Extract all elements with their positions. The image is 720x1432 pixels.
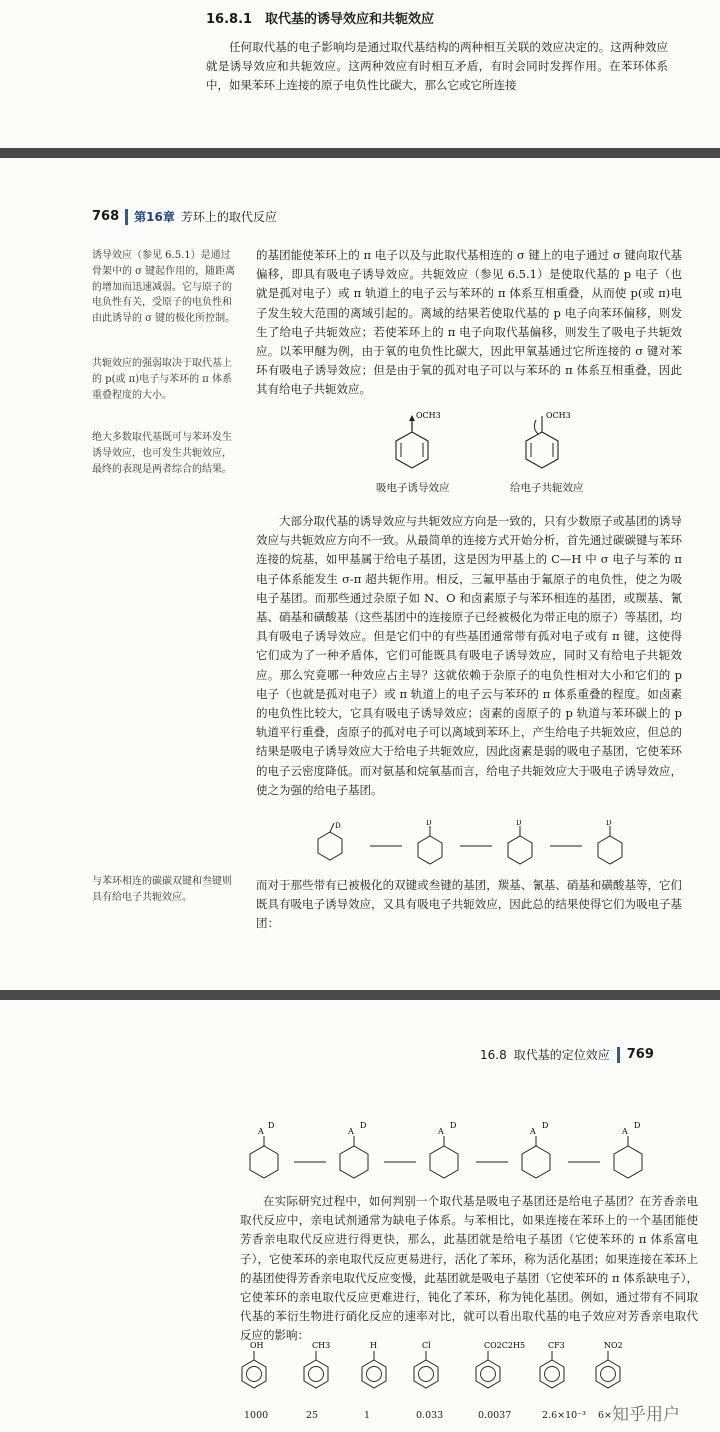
benzene-structure [540, 1341, 565, 1388]
paragraph: 大部分取代基的诱导效应与共轭效应方向是一致的，只有少数原子或基团的诱导效应与共轭效应方向不一致。从最简单的连接方式开始分析，首先通过碳碳键与苯环连接的烷基，如甲基属于给电子基团，这是因为甲基上的 C—H 中 σ 电子与苯的 π 电子体系能发生 σ-π 超共轭作用。相反，三氟甲基由于氟原子的电负性，使之为吸电子基团。而那些通过杂原子如 N、O 和卤素原子与苯环相连的基团，或羰基、氰基、硝基和磺酸基（这些基团中的连接原子已经被极化为带正电的原子）等基团，均具有吸电子诱导效应。但是它们中的有些基团通常带有孤对电子或有 π 键，这使得它们成为了一种矛盾体，它们可能既具有吸电子诱导效应，同时又有给电子共轭效应。那么究竟哪一种效应占主导？这就依赖于杂原子的电负性相对大小和它们的 p 电子（也就是孤对电子）或 π 轨道上的电子云与苯环的 π 体系重叠的程度。如卤素的电负性比较大，它具有吸电子诱导效应；卤素的卤原子的 p 轨道与苯环碳上的 p 轨道平行重叠，卤原子的孤对电子可以离域到苯环上，产生给电子共轭效应，但总的结果是吸电子诱导效应大于给电子共轭效应，因此卤素是弱的吸电子基团，它使苯环的电子云密度降低。而对氨基和烷氧基而言，给电子共轭效应大于吸电子诱导效应，使之为强的给电子基团。 [256, 514, 682, 797]
substituent-label: Cl [422, 1341, 431, 1350]
substituent-label: H [370, 1341, 377, 1350]
resonance-structure [522, 1121, 550, 1178]
svg-text:D: D [516, 820, 522, 827]
relative-rate-label: 2.6×10⁻³ [542, 1410, 586, 1421]
resonance-structure [250, 1121, 278, 1178]
substituent-label: CH3 [312, 1341, 331, 1350]
resonance-structure [418, 820, 442, 864]
chapter-title: 芳环上的取代反应 [180, 210, 277, 224]
relative-rate-label: 25 [306, 1410, 319, 1421]
svg-text:D: D [360, 1121, 367, 1130]
resonance-structure [508, 820, 532, 864]
benzene-structure [304, 1341, 330, 1388]
resonance-structures-d [310, 820, 650, 868]
benzene-structure [362, 1341, 386, 1388]
page-header [92, 208, 277, 225]
svg-text:A: A [530, 1127, 536, 1136]
substituent-label: NO2 [604, 1341, 623, 1350]
caption: 给电子共轭效应 [510, 482, 584, 494]
margin-note: 绝大多数取代基既可与苯环发生诱导效应，也可发生共轭效应，最终的表现是两者综合的结果。 [92, 432, 232, 475]
substituent-label: CF3 [548, 1341, 565, 1350]
paragraph: 在实际研究过程中，如何判别一个取代基是吸电子基团还是给电子基团？在芳香亲电取代反应中，亲电试剂通常为缺电子体系。与苯相比，如果连接在苯环上的一个基团能使芳香亲电取代反应进行得更快，那么，此基团就是给电子基团（它使苯环的 π 体系富电子），它使苯环的亲电取代反应更易进行，活化了苯环，称为活化基团；如果连接在苯环上的基团使得芳香亲电取代反应变慢，此基团就是吸电子基团（它使苯环的 π 体系缺电子），它使苯环的亲电取代反应更难进行，钝化了苯环，称为钝化基团。例如，通过带有不同取代基的苯衍生物进行硝化反应的速率对比，就可以看出取代基的电子效应对芳香亲电取代反应的影响： [240, 1194, 698, 1343]
relative-rate-label: 6× [598, 1410, 613, 1421]
svg-text:D: D [606, 820, 612, 827]
margin-note: 与苯环相连的碳碳双键和叁键则具有给电子共轭效应。 [92, 876, 232, 903]
chapter-label: 第16章 [134, 210, 175, 224]
paragraph: 任何取代基的电子影响均是通过取代基结构的两种相互关联的效应决定的。这两种效应就是诱导效应和共轭效应。这两种效应有时相互矛盾，有时会同时发挥作用。在苯环体系中，如果苯环上连接的原子电负性比碳大，那么它或它所连接 [206, 40, 668, 93]
anisole-inductive-diagram [390, 408, 470, 478]
margin-note: 诱导效应（参见 6.5.1）是通过骨架中的 σ 键起作用的，随距离的增加而迅速减弱。它与原子的电负性有关，受原子的电负性和由此诱导的 σ 键的极化所控制。 [92, 250, 236, 325]
resonance-structure [318, 822, 342, 860]
page-number: 768 [92, 209, 120, 224]
svg-text:D: D [268, 1121, 275, 1130]
resonance-structure [430, 1121, 458, 1178]
page-separator [0, 148, 720, 158]
svg-text:D: D [450, 1121, 457, 1130]
header-bar [617, 1047, 620, 1063]
benzene-structure [414, 1341, 438, 1388]
och3-label: OCH3 [546, 411, 571, 420]
resonance-structure [614, 1121, 642, 1178]
anisole-resonance-diagram [520, 408, 600, 478]
benzene-structure [596, 1341, 623, 1388]
substituent-label: CO2C2H5 [484, 1341, 526, 1350]
svg-text:A: A [622, 1127, 628, 1136]
och3-label: OCH3 [416, 411, 441, 420]
svg-text:D: D [426, 820, 432, 827]
svg-text:D: D [542, 1121, 549, 1130]
substituted-benzenes-diagram [236, 1338, 656, 1404]
svg-text:A: A [438, 1127, 444, 1136]
paragraph: 的基团能使苯环上的 π 电子以及与此取代基相连的 σ 键上的电子通过 σ 键向取代基偏移，即具有吸电子诱导效应。共轭效应（参见 6.5.1）是使取代基的 p 电子（也就是孤对电子）或 π 轨道上的电子云与苯环的 π 体系互相重叠，从而使 p(或 π)电子发生较大范围的离域引起的。离域的结果若使取代基的 p 电子向苯环偏移，则发生了给电子共轭效应；若使苯环上的 π 电子向取代基偏移，则发生了吸电子共轭效应。以苯甲醚为例，由于氧的电负性比碳大，因此甲氧基通过它所连接的 σ 键对苯环有吸电子诱导效应；但是由于氧的孤对电子可以与苯环的 π 体系互相重叠，因此其有给电子共轭效应。 [256, 248, 682, 397]
relative-rate-label: 0.033 [416, 1410, 444, 1421]
margin-note: 共轭效应的强弱取决于取代基上的 p(或 π)电子与苯环的 π 体系重叠程度的大小。 [92, 358, 233, 401]
resonance-structures-ad [244, 1116, 664, 1186]
watermark-text: 知乎用户 [612, 1405, 680, 1425]
page-separator [0, 990, 720, 1000]
caption: 吸电子诱导效应 [376, 482, 450, 494]
substituent-label: OH [250, 1341, 264, 1350]
svg-text:A: A [348, 1127, 354, 1136]
paragraph: 而对于那些带有已被极化的双键或叁键的基团，羰基、氰基、硝基和磺酸基等，它们既具有吸电子诱导效应，又具有吸电子共轭效应，因此总的结果使得它们为吸电子基团： [256, 878, 682, 931]
benzene-structure [242, 1341, 266, 1388]
relative-rate-label: 1 [364, 1410, 371, 1421]
svg-text:D: D [335, 822, 341, 830]
relative-rate-label: 1000 [244, 1410, 269, 1421]
section-title: 取代基的定位效应 [513, 1048, 610, 1062]
svg-text:A: A [258, 1127, 264, 1136]
page-number: 769 [626, 1047, 654, 1062]
resonance-structure [598, 820, 622, 864]
svg-text:D: D [634, 1121, 641, 1130]
section-number: 16.8 [480, 1047, 507, 1062]
page-header [480, 1046, 654, 1063]
header-bar [125, 209, 128, 225]
benzene-structure [476, 1341, 525, 1388]
resonance-structure [340, 1121, 368, 1178]
section-title: 16.8.1 取代基的诱导效应和共轭效应 [206, 12, 435, 27]
relative-rate-label: 0.0037 [478, 1410, 512, 1421]
